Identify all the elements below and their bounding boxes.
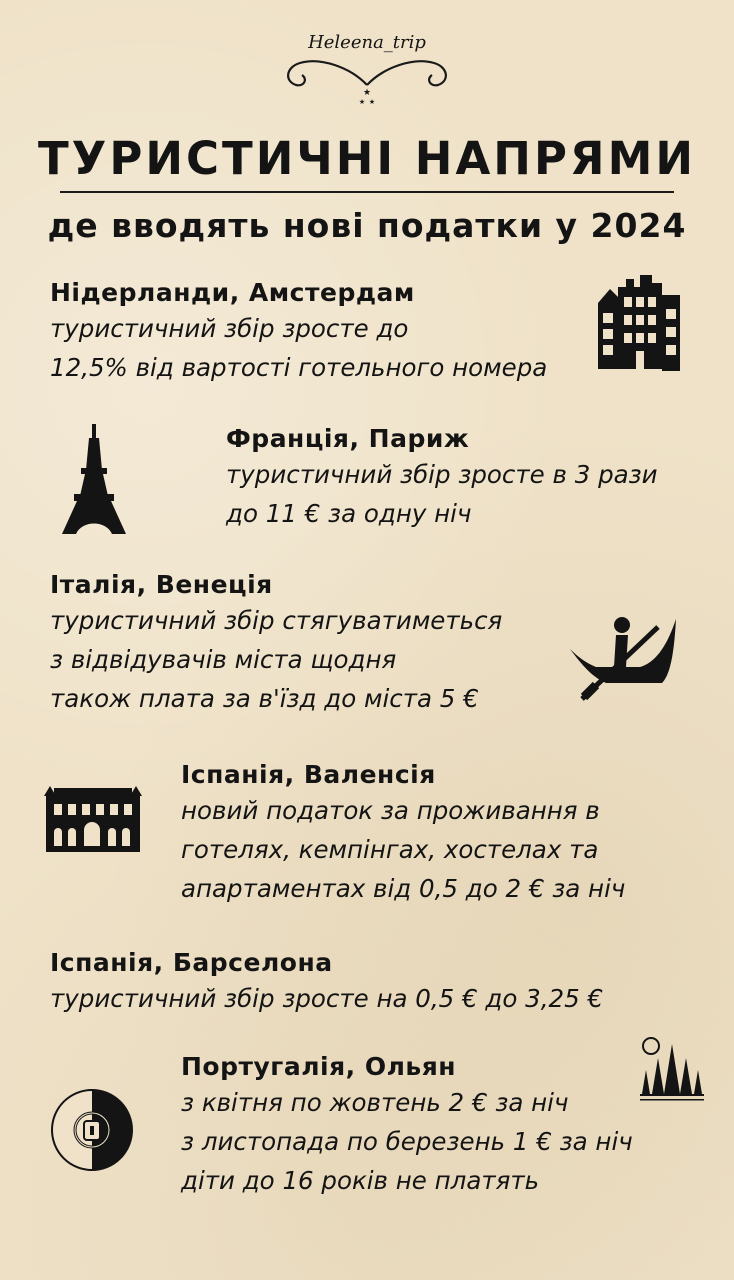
section-barcelona	[50, 948, 603, 1018]
section-title: Іспанія, Барселона	[50, 948, 333, 977]
brand-name: Heleena_trip	[308, 32, 426, 53]
section-line: туристичний збір зросте на 0,5 € до 3,25 €	[50, 984, 604, 1013]
section-line: діти до 16 років не платять	[181, 1166, 540, 1195]
section-portugal	[181, 1052, 633, 1200]
section-line: з відвідувачів міста щодня	[50, 645, 397, 674]
section-title: Португалія, Ольян	[181, 1052, 457, 1081]
section-title: Італія, Венеція	[50, 570, 273, 599]
svg-text:★: ★	[358, 98, 366, 106]
section-italy	[50, 570, 502, 718]
section-netherlands	[50, 278, 547, 387]
portugal-coin-icon	[50, 1088, 134, 1172]
title-divider	[60, 191, 674, 193]
section-line: туристичний збір зросте в 3 рази	[226, 460, 658, 489]
section-line: новий податок за проживання в	[181, 796, 600, 825]
eiffel-tower-icon	[60, 424, 128, 536]
canal-houses-icon	[596, 275, 682, 373]
section-line: апартаментах від 0,5 до 2 € за ніч	[181, 874, 626, 903]
section-line: з квітня по жовтень 2 € за ніч	[181, 1088, 569, 1117]
section-line: 12,5% від вартості готельного номера	[50, 353, 548, 382]
section-valencia	[181, 760, 625, 908]
page-subtitle: де вводять нові податки у 2024	[47, 206, 687, 245]
section-line: до 11 € за одну ніч	[226, 499, 472, 528]
ornament-flourish-icon	[280, 55, 454, 105]
section-line: також плата за в'їзд до міста 5 €	[50, 684, 479, 713]
gondola-icon	[566, 615, 678, 701]
section-france	[226, 424, 658, 533]
section-title: Іспанія, Валенсія	[181, 760, 436, 789]
section-line: готелях, кемпінгах, хостелах та	[181, 835, 599, 864]
section-title: Франція, Париж	[226, 424, 470, 453]
svg-text:★: ★	[368, 98, 376, 106]
section-title: Нідерланди, Амстердам	[50, 278, 415, 307]
section-line: туристичний збір стягуватиметься	[50, 606, 503, 635]
palace-icon	[44, 782, 142, 852]
sagrada-familia-icon	[636, 1036, 708, 1102]
page-title: ТУРИСТИЧНІ НАПРЯМИ	[37, 132, 697, 185]
svg-text:★: ★	[362, 88, 372, 98]
section-line: з листопада по березень 1 € за ніч	[181, 1127, 633, 1156]
section-line: туристичний збір зросте до	[50, 314, 409, 343]
